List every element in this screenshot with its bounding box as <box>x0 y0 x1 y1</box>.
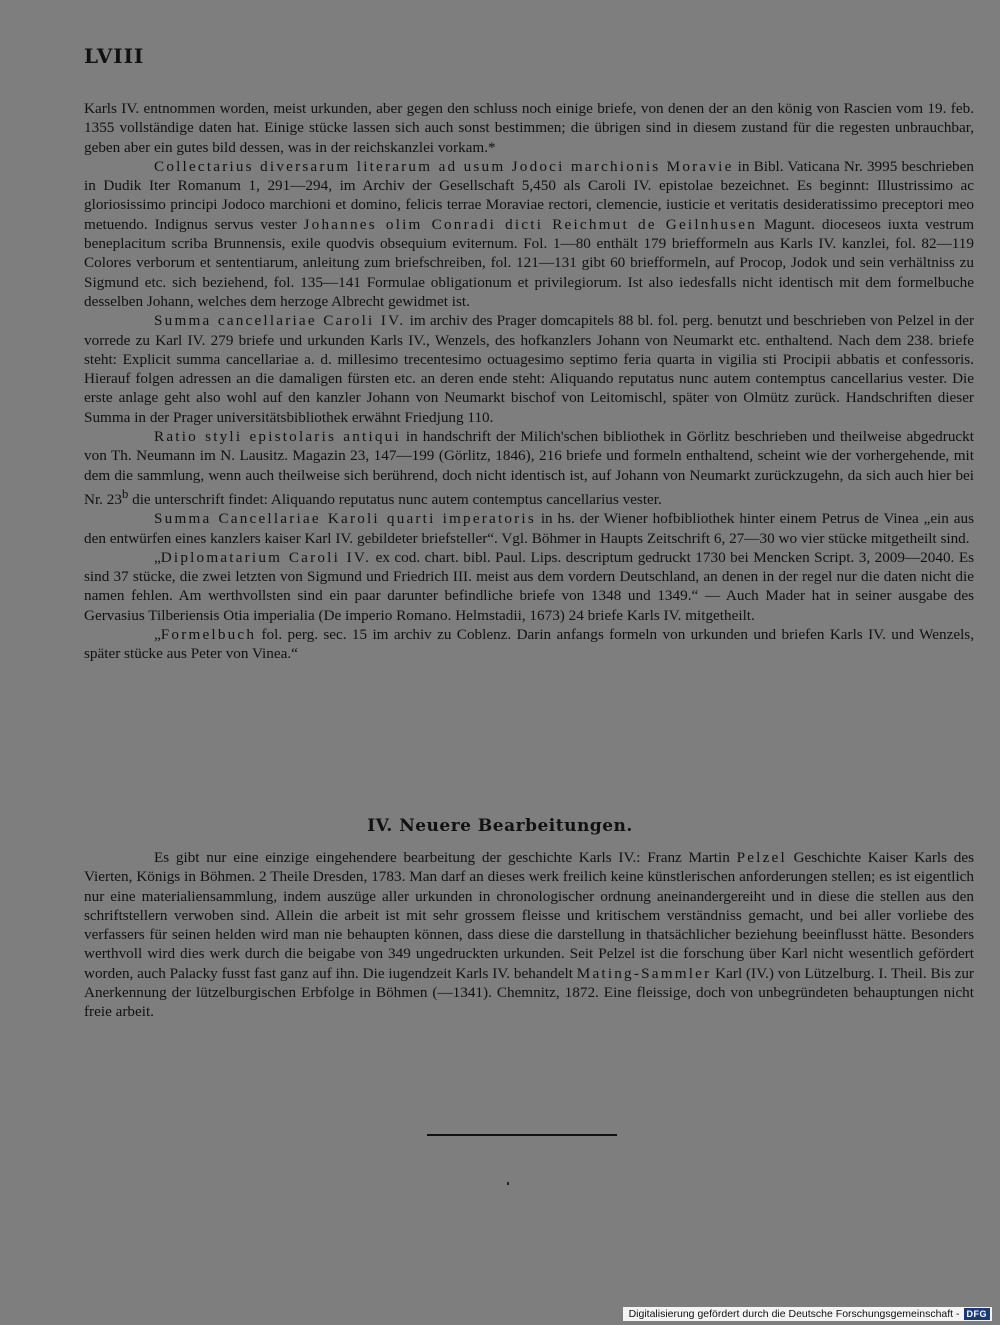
paragraph-collectarius: Collectarius diversarum literarum ad usum Jodoci marchionis Moravie in Bibl. Vaticana Nr. 3995 beschrieben in Dudik Iter Romanum 1, 291—294, im Archiv der Gesellschaft 5,450 als Caroli IV. epistolae bezeichnet. Es beginnt: Illustrissimo ac gloriosissimo principi Jodoco marchioni et domino, felicis terrae Moraviae rectori, clemencie, iusticie et veritatis desideratissimo preceptori meo metuendo. Indignus servus vester Johannes olim Conradi dicti Reichmut de Geilnhusen Magunt. dioceseos iuxta vestrum beneplacitum scriba Brunnensis, exile quodvis obsequium eviternum. Fol. 1—80 enthält 179 briefformeln aus Karls IV. kanzlei, fol. 82—119 Colores verborum et sententiarum, anleitung zum briefschreiben, fol. 121—131 gibt 60 briefformeln, auf Procop, Jodok und sein verhältniss zu Sigmund etc. sich beziehend, fol. 135—141 Formulae obligationum et privilegiorum. Ist also iedesfalls nicht identisch mit dem formelbuche desselben Johann, welches dem herzoge Albrecht gewidmet ist. <box>84 157 975 310</box>
work-title: Ratio styli epistolaris antiqui <box>154 428 401 446</box>
paragraph-summa-prague: Summa cancellariae Caroli IV. im archiv des Prager domcapitels 88 bl. fol. perg. benutzt und beschrieben von Pelzel in der vorrede zu Karl IV. 279 briefe und urkunden Karls IV., Wenzels, des hofkanzlers Johann von Neumarkt etc. enthaltend. Nach dem 238. briefe steht: Explicit summa cancellariae a. d. millesimo trecentesimo octuagesimo septimo feria quarta in vigilia sti Procipii abbatis et confessoris. Hierauf folgen adressen an die damaligen fürsten etc. an deren ende steht: Aliquando reputatus nunc autem contemptus cancellarius vester. Die erste anlage geht also wohl auf den kanzler Johann von Neumarkt bischof von Leitomischl, später von Olmütz zurück. Handschriften dieser Summa in der Prager universitätsbibliothek erwähnt Friedjung 110. <box>84 312 974 426</box>
section-heading: IV. Neuere Bearbeitungen. <box>367 816 633 836</box>
paragraph-ratio-styli: Ratio styli epistolaris antiqui in handschrift der Milich'schen bibliothek in Görlitz beschrieben und theilweise abgedruckt von Th. Neumann im N. Lausitz. Magazin 23, 147—199 (Görlitz, 1846), 216 briefe und formeln enthaltend, scheint wie der vorhergehende, mit dem die sammlung, wenn auch theilweise sich berührend, doch nicht identisch ist, auf Johann von Neumarkt zurückzugehn, da sich auch hier bei Nr. 23$^b$ die unterschrift findet: Aliquando reputatus nunc autem contemptus cancellarius vester. <box>84 428 974 508</box>
work-title: Summa cancellariae Caroli IV. <box>154 312 406 330</box>
ink-speck <box>507 1182 509 1185</box>
source-descriptions <box>84 99 974 664</box>
superscript: b <box>121 486 129 501</box>
paragraph-bearbeitungen: Es gibt nur eine einzige eingehendere bearbeitung der geschichte Karls IV.: Franz Martin Pelzel Geschichte Kaiser Karls des Vierten, Königs in Böhmen. 2 Theile Dresden, 1783. Man darf an dieses werk freilich keine künstlerischen anforderungen stellen; es ist eigentlich nur eine materialiensammlung, indem auszüge aller urkunden in chronologischer ordnung aneinandergereiht und in diese die stellen aus den schriftstellern verwoben sind. Allein die arbeit ist mit sehr grossem fleisse und kritischem verständniss gemacht, und bei aller vorliebe des verfassers für seinen helden wird man nie behaupten können, dass diese die darstellung in thatsächlicher beziehung beeinflusst hätte. Besonders werthvoll wird dies werk durch die beigabe von 349 ungedruckten urkunden. Seit Pelzel ist die forschung über Karl nicht wesentlich gefördert worden, auch Palacky fusst fast ganz auf ihn. Die iugendzeit Karls IV. behandelt Mating-Sammler Karl (IV.) von Lützelburg. I. Theil. Bis zur Anerkennung der lützelburgischen Erbfolge in Böhmen (—1341). Chemnitz, 1872. Eine fleissige, doch von unbegründeten behauptungen nicht freie arbeit. <box>84 849 974 1021</box>
work-title: Collectarius diversarum literarum ad usum Jodoci marchionis Moravie <box>154 157 734 175</box>
person-name: Johannes olim Conradi dicti Reichmut de Geilnhusen <box>303 215 757 233</box>
footer-text: Digitalisierung gefördert durch die Deutsche Forschungsgemeinschaft - <box>628 1308 960 1320</box>
paragraph-formelbuch: „Formelbuch fol. perg. sec. 15 im archiv zu Coblenz. Darin anfangs formeln von urkunden und briefen Karls IV. und Wenzels, später stücke aus Peter von Vinea.“ <box>84 626 974 663</box>
person-name: Mating-Sammler <box>576 964 712 982</box>
paragraph-continuation: Karls IV. entnommen worden, meist urkunden, aber gegen den schluss noch einige briefe, von denen der an den könig von Rascien vom 19. feb. 1355 vollständige daten hat. Einige stücke lassen sich auch sonst bestimmen; die übrigen sind in diesem zustand für die regesten unbrauchbar, geben aber ein gutes bild dessen, was in der reichskanzlei vorkam.* <box>84 100 974 156</box>
page-number: LVIII <box>84 44 145 68</box>
paragraph-summa-vienna: Summa Cancellariae Karoli quarti imperatoris in hs. der Wiener hofbibliothek hinter einem Petrus de Vinea „ein aus den entwürfen eines kanzlers kaiser Karl IV. gebildeter briefsteller“. Vgl. Böhmer in Haupts Zeitschrift 6, 27—30 wo vier stücke mitgetheilt sind. <box>84 510 974 547</box>
funding-footer <box>623 1307 992 1321</box>
section-body <box>84 848 974 1022</box>
person-name: Pelzel <box>736 849 787 866</box>
work-title: Formelbuch <box>160 626 257 644</box>
paragraph-diplomatarium: „Diplomatarium Caroli IV. ex cod. chart. bibl. Paul. Lips. descriptum gedruckt 1730 bei Mencken Script. 3, 2009—2040. Es sind 37 stücke, die zwei letzten von Sigmund und Friedrich III. meist aus dem vordern Deutschland, an denen in der regel nur die daten nicht die namen fehlen. Am werthvollsten sind ein paar darunter befindliche briefe von 1348 und 1349.“ — Auch Mader hat in seiner ausgabe des Gervasius Tilberiensis Otia imperialia (De imperio Romano. Helmstadii, 1673) 24 briefe Karls IV. mitgetheilt. <box>84 548 975 624</box>
dfg-logo-icon: DFG <box>964 1308 991 1320</box>
work-title: Diplomatarium Caroli IV. <box>160 548 372 566</box>
end-rule <box>427 1134 617 1136</box>
work-title: Summa Cancellariae Karoli quarti imperatoris <box>154 510 536 528</box>
